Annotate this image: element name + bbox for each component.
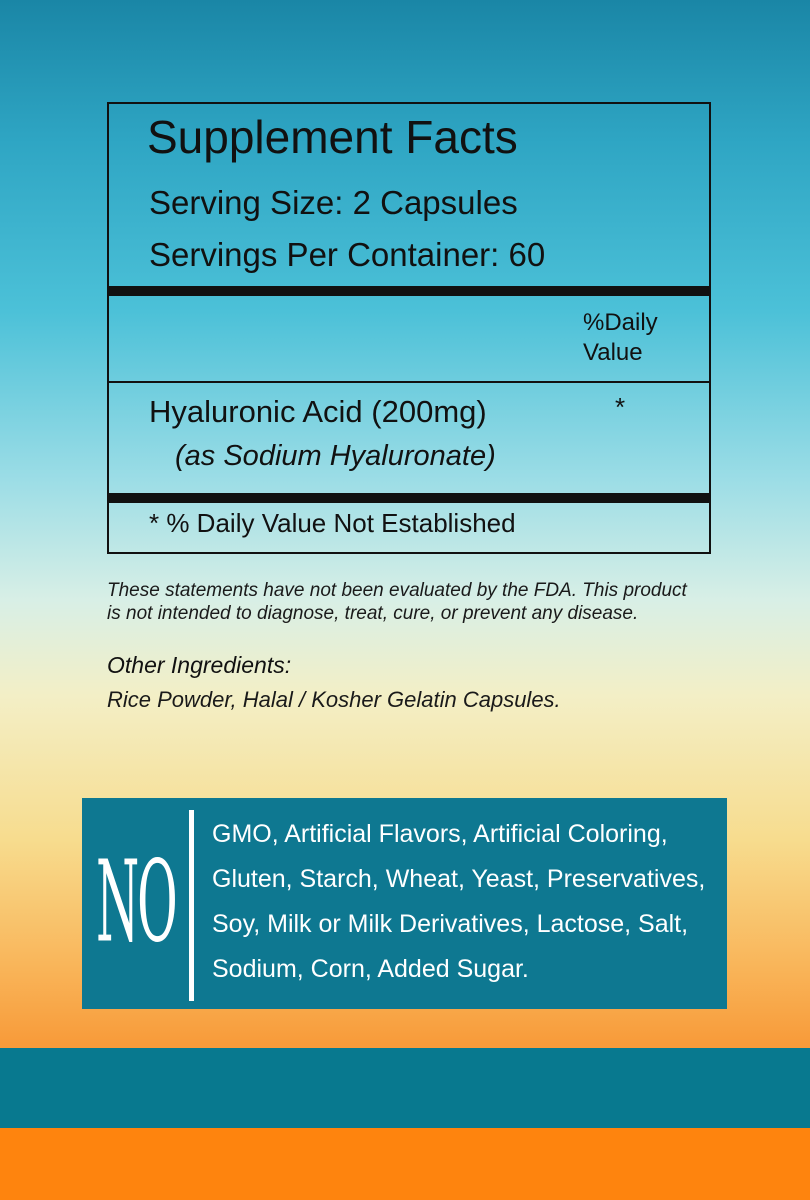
supplement-facts-panel: [107, 102, 711, 554]
free-from-line: Sodium, Corn, Added Sugar.: [212, 955, 529, 983]
free-from-line: GMO, Artificial Flavors, Artificial Coloring,: [212, 820, 668, 848]
free-from-list: [212, 812, 724, 992]
free-from-line: Gluten, Starch, Wheat, Yeast, Preservatives,: [212, 865, 706, 893]
facts-title: Supplement Facts: [147, 111, 518, 163]
serving-size: Serving Size: 2 Capsules: [149, 184, 518, 221]
thick-divider: [109, 493, 709, 503]
disclaimer-line: is not intended to diagnose, treat, cure, or prevent any disease.: [107, 603, 639, 624]
free-from-label: NO: [96, 836, 176, 968]
other-ingredients-text: Rice Powder, Halal / Kosher Gelatin Capsules.: [107, 687, 561, 712]
vertical-divider: [189, 810, 194, 1001]
fda-disclaimer: [107, 579, 727, 625]
bottom-orange-band: [0, 1128, 810, 1200]
thick-divider: [109, 286, 709, 296]
daily-value-header-line2: Value: [583, 339, 643, 366]
ingredient-name: Hyaluronic Acid (200mg): [149, 394, 487, 429]
disclaimer-line: These statements have not been evaluated by the FDA. This product: [107, 580, 687, 601]
servings-per-container: Servings Per Container: 60: [149, 236, 546, 273]
bottom-teal-band: [0, 1048, 810, 1128]
other-ingredients-heading: Other Ingredients:: [107, 652, 292, 678]
free-from-panel: [82, 798, 727, 1009]
daily-value-header-line1: %Daily: [583, 309, 658, 336]
daily-value-header: [583, 308, 658, 368]
ingredient-source: (as Sodium Hyaluronate): [175, 440, 496, 472]
thin-divider: [109, 381, 709, 383]
daily-value-footnote: * % Daily Value Not Established: [149, 508, 516, 538]
free-from-line: Soy, Milk or Milk Derivatives, Lactose, Salt,: [212, 910, 689, 938]
ingredient-daily-value: *: [615, 392, 626, 422]
